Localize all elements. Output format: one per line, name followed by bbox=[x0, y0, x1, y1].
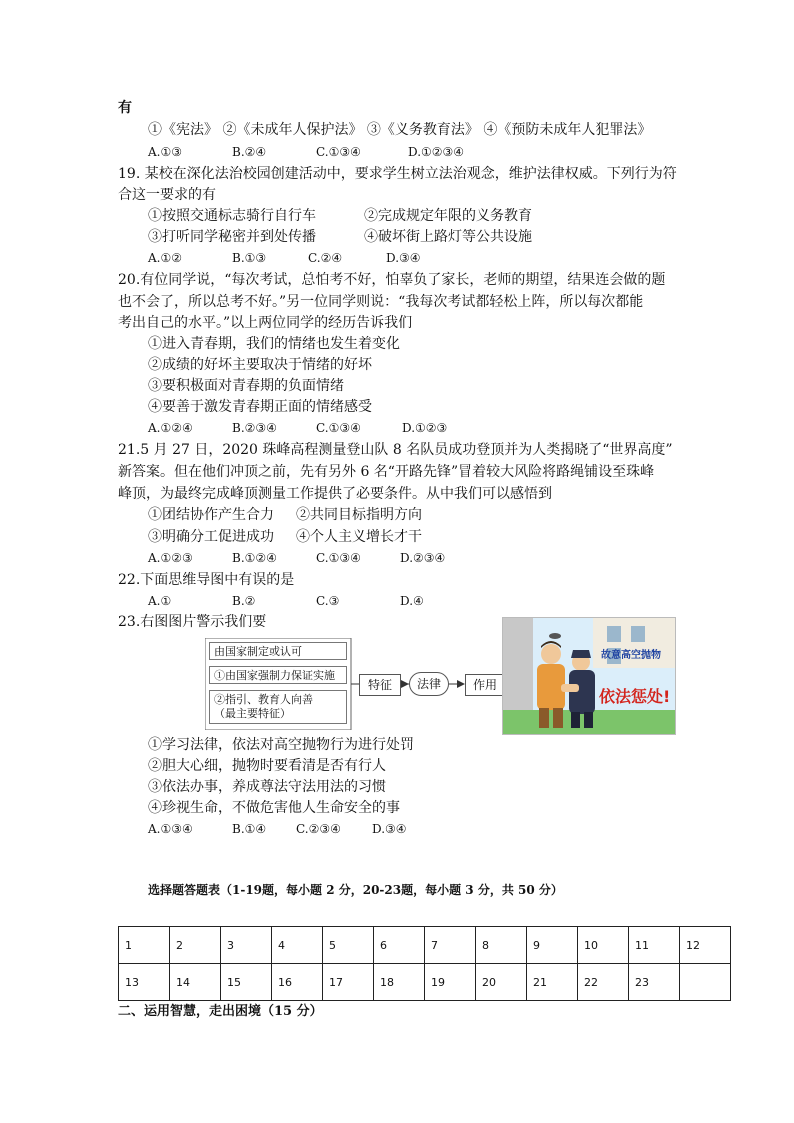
cartoon-sign-text: 故意高空抛物 bbox=[601, 650, 661, 661]
q21-item-2: ②共同目标指明方向 bbox=[296, 507, 422, 523]
q19-option-a[interactable]: A.①② bbox=[148, 251, 182, 265]
q22-option-b[interactable]: B.② bbox=[232, 594, 256, 608]
q22-option-a[interactable]: A.① bbox=[148, 594, 172, 608]
q20-stem-line2: 也不会了，所以总考不好。”另一位同学则说：“我每次考试都轻松上阵，所以每次都能 bbox=[118, 294, 644, 310]
q21-item-4: ④个人主义增长才干 bbox=[296, 529, 422, 545]
q23-stem: 23.右图图片警示我们要 bbox=[118, 614, 267, 630]
q19-option-b[interactable]: B.①③ bbox=[232, 251, 267, 265]
answer-cell[interactable]: 5 bbox=[323, 927, 374, 964]
answer-cell[interactable] bbox=[680, 964, 731, 1001]
answer-table bbox=[118, 926, 731, 1001]
q21-option-d[interactable]: D.②③④ bbox=[400, 551, 446, 565]
q23-options bbox=[148, 819, 407, 839]
q20-stem-line1: 20.有位同学说，“每次考试，总怕考不好，怕辜负了家长，老师的期望，结果连会做的题 bbox=[118, 272, 666, 288]
mind-map-feature-box: 特征 bbox=[359, 674, 401, 696]
q19-options bbox=[148, 248, 421, 268]
q20-item-1: ①进入青春期，我们的情绪也发生着变化 bbox=[148, 336, 400, 352]
q23-option-a[interactable]: A.①③④ bbox=[148, 822, 193, 836]
cartoon-illustration bbox=[503, 618, 675, 734]
cartoon-image bbox=[502, 617, 676, 735]
q21-stem-line1: 21.5 月 27 日，2020 珠峰高程测量登山队 8 名队员成功登顶并为人类揭晓了“世界高度” bbox=[118, 442, 673, 458]
answer-cell[interactable]: 23 bbox=[629, 964, 680, 1001]
q22-options bbox=[148, 591, 424, 611]
mind-map-law-oval: 法律 bbox=[409, 672, 449, 696]
q22-option-d[interactable]: D.④ bbox=[400, 594, 424, 608]
section-2-heading: 二、运用智慧，走出困境（15 分） bbox=[118, 1004, 323, 1019]
q23-item-3: ③依法办事，养成尊法守法用法的习惯 bbox=[148, 779, 386, 795]
mind-map-box-top: 由国家制定或认可 bbox=[209, 642, 347, 660]
q20-stem-line3: 考出自己的水平。”以上两位同学的经历告诉我们 bbox=[118, 315, 413, 331]
q21-options bbox=[148, 548, 445, 568]
q20-options bbox=[148, 418, 447, 438]
answer-cell[interactable]: 4 bbox=[272, 927, 323, 964]
q19-item-3: ③打听同学秘密并到处传播 bbox=[148, 229, 316, 245]
answer-cell[interactable]: 7 bbox=[425, 927, 476, 964]
mind-map-function-box: 作用 bbox=[465, 674, 505, 696]
answer-cell[interactable]: 15 bbox=[221, 964, 272, 1001]
answer-cell[interactable]: 11 bbox=[629, 927, 680, 964]
q22-stem: 22.下面思维导图中有误的是 bbox=[118, 572, 295, 588]
q19-stem-line1: 19. 某校在深化法治校园创建活动中，要求学生树立法治观念，维护法律权威。下列行为符 bbox=[118, 166, 677, 182]
answer-cell[interactable]: 3 bbox=[221, 927, 272, 964]
answer-cell[interactable]: 10 bbox=[578, 927, 629, 964]
mind-map-box-2-line1: ②指引、教育人向善 bbox=[214, 693, 313, 706]
q21-stem-line2: 新答案。但在他们冲顶之前，先有另外 6 名“开路先锋”冒着较大风险将路绳铺设至珠峰 bbox=[118, 464, 655, 480]
answer-table-row bbox=[119, 927, 731, 964]
answer-cell[interactable]: 20 bbox=[476, 964, 527, 1001]
answer-cell[interactable]: 6 bbox=[374, 927, 425, 964]
q20-option-b[interactable]: B.②③④ bbox=[232, 421, 277, 435]
q23-item-1: ①学习法律，依法对高空抛物行为进行处罚 bbox=[148, 737, 414, 753]
answer-cell[interactable]: 2 bbox=[170, 927, 221, 964]
q19-item-2: ②完成规定年限的义务教育 bbox=[364, 208, 532, 224]
q18-option-c[interactable]: C.①③④ bbox=[316, 145, 361, 159]
answer-table-row bbox=[119, 964, 731, 1001]
q23-item-4: ④珍视生命，不做危害他人生命安全的事 bbox=[148, 800, 400, 816]
q21-option-b[interactable]: B.①②④ bbox=[232, 551, 277, 565]
q20-item-3: ③要积极面对青春期的负面情绪 bbox=[148, 378, 344, 394]
answer-cell[interactable]: 19 bbox=[425, 964, 476, 1001]
answer-cell[interactable]: 16 bbox=[272, 964, 323, 1001]
answer-cell[interactable]: 14 bbox=[170, 964, 221, 1001]
q22-option-c[interactable]: C.③ bbox=[316, 594, 340, 608]
q20-option-a[interactable]: A.①②④ bbox=[148, 421, 193, 435]
answer-cell[interactable]: 17 bbox=[323, 964, 374, 1001]
answer-cell[interactable]: 22 bbox=[578, 964, 629, 1001]
answer-cell[interactable]: 21 bbox=[527, 964, 578, 1001]
q21-item-1: ①团结协作产生合力 bbox=[148, 507, 274, 523]
mind-map-box-1: ①由国家强制力保证实施 bbox=[209, 666, 347, 684]
answer-cell[interactable]: 18 bbox=[374, 964, 425, 1001]
q20-option-c[interactable]: C.①③④ bbox=[316, 421, 361, 435]
q23-item-2: ②胆大心细，抛物时要看清是否有行人 bbox=[148, 758, 386, 774]
q20-item-2: ②成绩的好坏主要取决于情绪的好坏 bbox=[148, 357, 372, 373]
q21-option-a[interactable]: A.①②③ bbox=[148, 551, 193, 565]
q20-item-4: ④要善于激发青春期正面的情绪感受 bbox=[148, 399, 372, 415]
q23-option-c[interactable]: C.②③④ bbox=[296, 822, 341, 836]
answer-cell[interactable]: 1 bbox=[119, 927, 170, 964]
q20-option-d[interactable]: D.①②③ bbox=[402, 421, 448, 435]
q18-stem-tail: 有 bbox=[118, 100, 132, 116]
q19-stem-line2: 合这一要求的有 bbox=[118, 187, 216, 203]
cartoon-slogan: 依法惩处! bbox=[599, 687, 671, 706]
q18-options bbox=[148, 142, 464, 162]
law-mind-map bbox=[205, 638, 505, 730]
q18-option-d[interactable]: D.①②③④ bbox=[408, 145, 465, 159]
q21-stem-line3: 峰顶，为最终完成峰顶测量工作提供了必要条件。从中我们可以感悟到 bbox=[118, 486, 552, 502]
answer-cell[interactable]: 12 bbox=[680, 927, 731, 964]
q18-option-b[interactable]: B.②④ bbox=[232, 145, 267, 159]
answer-cell[interactable]: 8 bbox=[476, 927, 527, 964]
q23-option-b[interactable]: B.①④ bbox=[232, 822, 267, 836]
q18-option-a[interactable]: A.①③ bbox=[148, 145, 182, 159]
q21-item-3: ③明确分工促进成功 bbox=[148, 529, 274, 545]
q19-item-4: ④破坏街上路灯等公共设施 bbox=[364, 229, 532, 245]
q21-option-c[interactable]: C.①③④ bbox=[316, 551, 361, 565]
answer-table-title: 选择题答题表（1-19题，每小题 2 分，20-23题，每小题 3 分，共 50 分） bbox=[148, 883, 563, 897]
answer-cell[interactable]: 9 bbox=[527, 927, 578, 964]
q19-item-1: ①按照交通标志骑行自行车 bbox=[148, 208, 316, 224]
q19-option-c[interactable]: C.②④ bbox=[308, 251, 343, 265]
mind-map-box-2-line2: （最主要特征） bbox=[214, 707, 291, 720]
q19-option-d[interactable]: D.③④ bbox=[386, 251, 421, 265]
q23-option-d[interactable]: D.③④ bbox=[372, 822, 407, 836]
answer-cell[interactable]: 13 bbox=[119, 964, 170, 1001]
mind-map-box-2 bbox=[209, 690, 347, 724]
q18-items: ①《宪法》 ②《未成年人保护法》 ③《义务教育法》 ④《预防未成年人犯罪法》 bbox=[148, 122, 652, 138]
